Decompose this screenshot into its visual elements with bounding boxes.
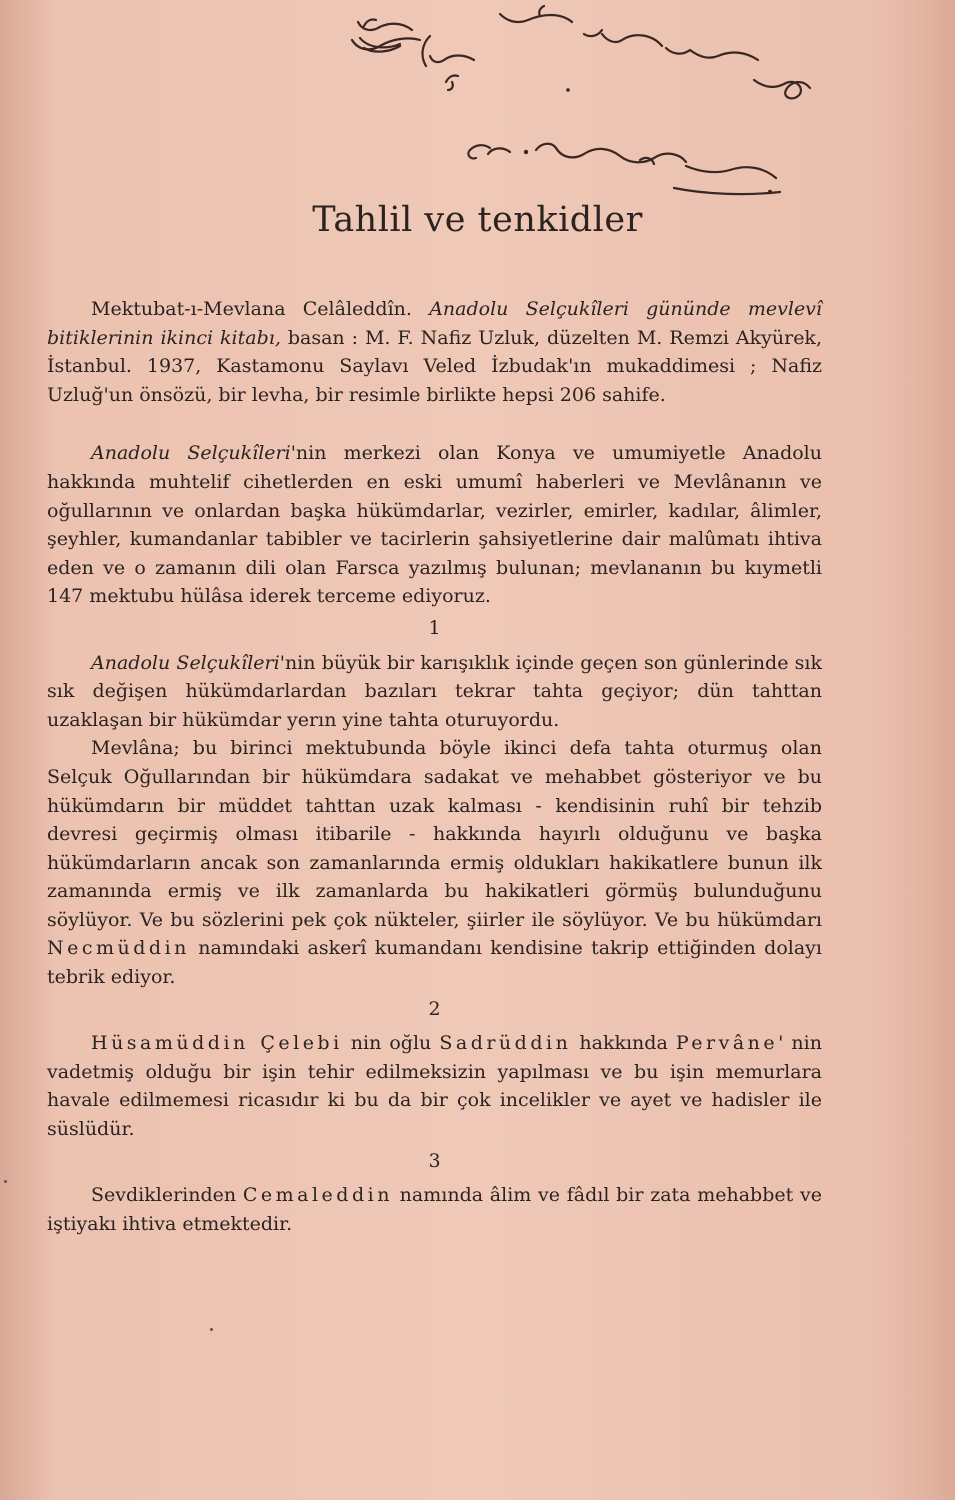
section-2-paragraph [47,1029,822,1143]
paper-speck [4,1180,7,1183]
intro-paragraph [47,439,822,611]
section-1-paragraph-1 [47,649,822,735]
handwritten-dedication [340,0,860,210]
section-3-text-b: namında âlim ve fâdıl bir zata mehabbet ve iştiyakı ihtiva etmektedir. [47,1184,822,1235]
article-body [47,295,822,1238]
section-2-spaced-name-b: Sadrüddin [439,1032,572,1055]
section-3-paragraph [47,1181,822,1238]
section-number-1: 1 [428,616,441,639]
section-2-spaced-name-c: Pervâne [675,1032,779,1055]
section-number-3: 3 [428,1149,441,1172]
article-title: Tahlil ve tenkidler [312,200,643,240]
section-1-p2-spaced-name: Necmüddin [47,937,190,960]
section-number-2: 2 [428,997,441,1020]
section-1-p2-text-b: namındaki askerî kumandanı kendisine takrip ettiğinden dolayı tebrik ediyor. [47,937,822,989]
bib-subtitle: Anadolu Selçukîleri gününde mevlevî bitiklerinin ikinci kitabı, [47,298,822,349]
bibliographic-entry [47,295,822,409]
section-1-paragraph-2 [47,734,822,991]
section-2-text-c: ' nin vadetmiş olduğu bir işin tehir edilmeksizin yapılması ve bu işin memurlara havale edilmemesi ricasıdır ki bu da bir çok incelikler ve ayet ve hadisler ile süslüdür. [47,1032,822,1141]
section-3-text-a: Sevdiklerinden [91,1184,237,1207]
section-3-spaced-name: Cemaleddin [242,1184,393,1207]
intro-text: 'nin merkezi olan Konya ve umumiyetle Anadolu hakkında muhtelif cihetlerden en eski umumî haberleri ve Mevlânanın ve oğullarının ve onlardan başka hükümdarlar, vezirler, emirler, kadılar, âlimler, şeyhler, kumandanlar tabibler ve tacirlerin şahsiyetlerine dair malûmatı ihtiva eden ve o zamanın dili olan Farsca yazılmış bulunan; mevlananın bu kıymetli 147 mektubu hülâsa iderek terceme ediyoruz. [47,442,822,608]
section-1-p2-text-a: Mevlâna; bu birinci mektubunda böyle ikinci defa tahta oturmuş olan Selçuk Oğullarından bir hükümdara sadakat ve mehabbet gösteriyor ve bu hükümdarın bir müddet tahttan uzak kalması - kendisinin ruhî bir tehzib devresi geçirmiş olması itibarile - hakkında hayırlı olduğunu ve başka hükümdarların ancak son zamanlarında ermiş oldukları hakikatlere bunun ilk zamanında ermiş ve ilk zamanlarda bu hakikatleri görmüş bulunduğunu söylüyor. Ve bu sözlerini pek çok nükteler, şiirler ile söylüyor. Ve bu hükümdarı [47,737,822,931]
bib-title: Mektubat-ı-Mevlana Celâleddîn. [91,298,412,320]
section-2-spaced-name-a: Hüsamüddin Çelebi [91,1032,343,1055]
intro-emphasis: Anadolu Selçukîleri [91,442,291,465]
section-2-text-a: nin oğlu [350,1032,432,1055]
paper-speck [210,1328,213,1331]
bib-details: basan : M. F. Nafiz Uzluk, düzelten M. Remzi Akyürek, İstanbul. 1937, Kastamonu Saylavı Veled İzbudak'ın mukaddimesi ; Nafiz Uzluğ'un önsözü, bir levha, bir resimle birlikte hepsi 206 sahife. [47,326,822,406]
section-1-emphasis: Anadolu Selçukîleri [91,651,280,674]
section-2-text-b: hakkında [579,1032,668,1055]
section-1-text: 'nin büyük bir karışıklık içinde geçen son günlerinde sık sık değişen hükümdarlardan bazıları tekrar tahta geçiyor; dün tahttan uzaklaşan bir hükümdar yerın yine tahta oturuyordu. [47,651,822,731]
